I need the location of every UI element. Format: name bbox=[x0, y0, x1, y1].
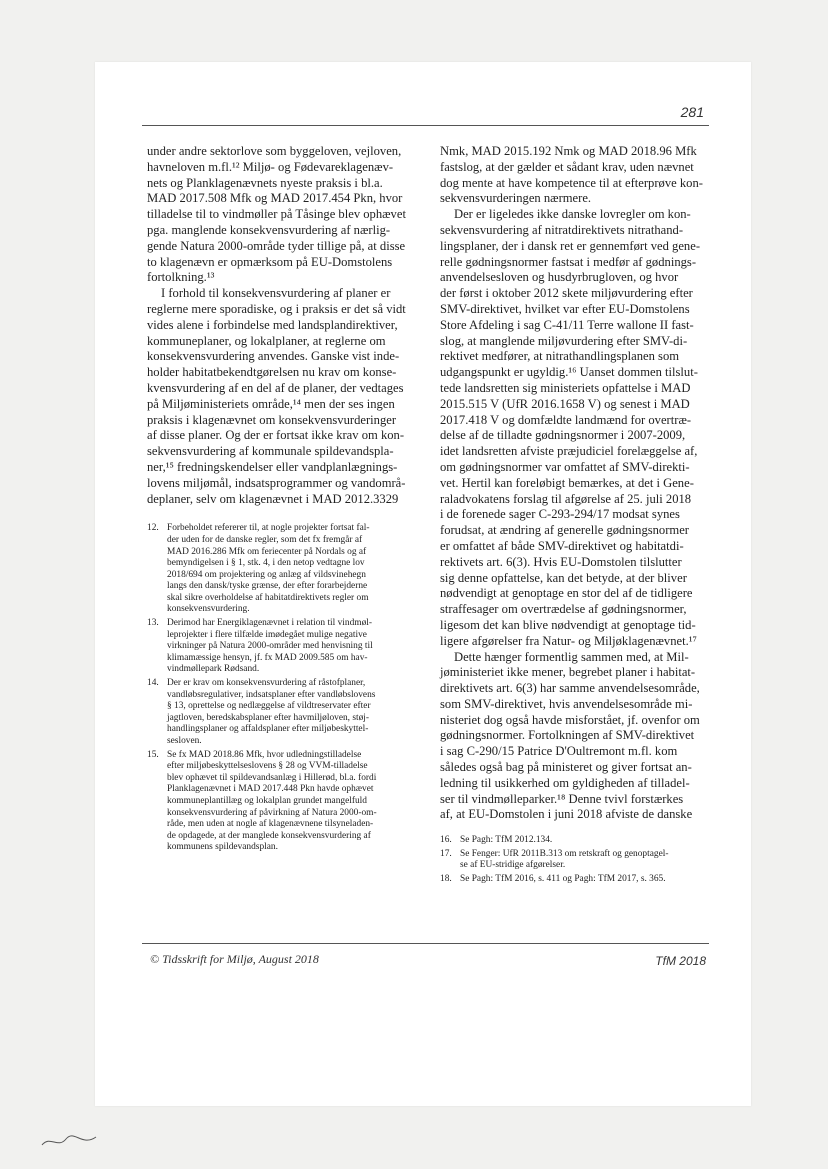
footnote bbox=[147, 678, 437, 748]
footnote bbox=[440, 835, 712, 847]
header-rule bbox=[142, 125, 709, 126]
footnote-number: 14. bbox=[147, 678, 159, 689]
body-paragraph: Nmk, MAD 2015.192 Nmk og MAD 2018.96 Mfk fastslog, at der gælder et sådant krav, uden nævnet dog mente at have kompetence til at efterprøve kon- sekvensvurderingen nærmere. bbox=[440, 144, 703, 206]
footnote-text: Forbeholdet refererer til, at nogle projekter fortsat fal- der uden for de danske regler, som det fx fremgår af MAD 2016.286 Mfk om feriecenter på Nordals og af bemyndigelsen i § 1, stk. 4, i den netop vedtagne lov 2018/694 om projektering og anlæg af vildsvinehegn langs den dansk/tyske grænse, der efter forarbejderne skal sikre overholdelse af habitatdirektivets regler om konsekvensvurdering. bbox=[167, 523, 370, 615]
body-paragraph: I forhold til konsekvensvurdering af planer er reglerne mere sporadiske, og i praksis er det så vidt vides alene i forbindelse med landsplandirektiver, kommuneplaner, og lokalplaner, at reglerne om konsekvensvurdering anvendes. Ganske vist inde- holder habitatbekendtgørelsen nu krav om konse- kvensvurdering af en del af de planer, der vedtages på Miljøministeriets område,¹⁴ men der ses ingen praksis i klagenævnet om konsekvensvurderinger af disse planer. Og der er fortsat ikke krav om kon- sekvensvurdering af kommunale spildevandspla- ner,¹⁵ fredningskendelser eller vandplanlægnings- lovens miljømål, indsatsprogrammer og vandområ- deplaner, selv om klagenævnet i MAD 2012.3329 bbox=[147, 286, 406, 506]
footnote-number: 17. bbox=[440, 848, 452, 859]
footnote-number: 13. bbox=[147, 618, 159, 629]
footnote bbox=[147, 750, 437, 854]
footnote-text: Se fx MAD 2018.86 Mfk, hvor udledningstilladelse efter miljøbeskyttelseslovens § 28 og VVM-tilladelse blev ophævet til spildevandsanlæg i Hillerød, bl.a. fordi Planklagenævnet i MAD 2017.448 Pkn havde ophævet kommuneplantillæg og lokalplan grundet mangelfuld konsekvensvurdering af påvirkning af Natura 2000-om- råde, men uden at nogle af klagenævnene tilsyneladen- de opdagede, at der manglede konsekvensvurdering af kommunens spildevandsplan. bbox=[167, 749, 377, 853]
footnote-text: Der er krav om konsekvensvurdering af råstofplaner, vandløbsregulativer, indsatsplaner efter vandløbslovens § 13, oprettelse og nedlæggelse af vildtreservater efter jagtloven, beredskabsplaner efter havmiljøloven, støj- handlingsplaner og affaldsplaner efter miljøbeskyttel- sesloven. bbox=[167, 678, 376, 747]
footnote-number: 16. bbox=[440, 835, 452, 846]
footnote-text: Se Pagh: TfM 2016, s. 411 og Pagh: TfM 2017, s. 365. bbox=[460, 874, 666, 885]
footnote-text: Se Pagh: TfM 2012.134. bbox=[460, 835, 553, 846]
footnotes-left bbox=[147, 523, 437, 854]
footer-rule bbox=[142, 943, 709, 944]
footnote bbox=[440, 874, 712, 886]
footnote bbox=[147, 523, 437, 616]
body-paragraph: Dette hænger formentlig sammen med, at Mil- jøministeriet ikke mener, begrebet planer i habitat- direktivets art. 6(3) har samme anvendelsesområde, som SMV-direktivet, hvis anvendelsesområde mi- nisteriet dog også havde misforstået, jf. ovenfor om gødningsnormer. Fortolkningen af SMV-direktivet i sag C-290/15 Patrice D'Oultremont m.fl. kom således også bag på ministeret og giver fortsat an- ledning til usikkerhed om gyldigheden af tilladel- ser til vindmølleparker.¹⁸ Denne tvivl forstærkes af, at EU-Domstolen i juni 2018 afviste de danske bbox=[440, 649, 700, 822]
footnote-number: 12. bbox=[147, 523, 159, 534]
footnote-number: 18. bbox=[440, 874, 452, 885]
footnote-text: Se Fenger: UfR 2011B.313 om retskraft og genoptagel- se af EU-stridige afgørelser. bbox=[460, 848, 669, 871]
journal-footer: © Tidsskrift for Miljø, August 2018 bbox=[150, 952, 319, 966]
footnote-number: 15. bbox=[147, 749, 159, 760]
journal-issue: TfM 2018 bbox=[655, 954, 706, 968]
footnote-text: Derimod har Energiklagenævnet i relation til vindmøl- leprojekter i flere tilfælde imødegået mulige negative virkninger på Natura 2000-områder med henvisning til klimamæssige hensyn, jf. fx MAD 2009.585 om hav- vindmøllepark Rødsand. bbox=[167, 618, 373, 675]
body-paragraph: under andre sektorlove som byggeloven, vejloven, havneloven m.fl.¹² Miljø- og Fødevareklagenæv- nets og Planklagenævnets nyeste praksis i bl.a. MAD 2017.508 Mfk og MAD 2017.454 Pkn, hvor tilladelse til to vindmøller på Tåsinge blev ophævet pga. manglende konsekvensvurdering af nærlig- gende Natura 2000-område tyder tillige på, at disse to klagenævn er opmærksom på EU-Domstolens fortolkning.¹³ bbox=[147, 144, 406, 285]
scan-mark bbox=[40, 1133, 100, 1151]
footnote bbox=[147, 618, 437, 676]
footnote bbox=[440, 849, 712, 872]
right-column bbox=[440, 144, 712, 888]
body-paragraph: Der er ligeledes ikke danske lovregler om kon- sekvensvurdering af nitratdirektivets nitrathand- lingsplaner, der i dansk ret er gennemført ved gene- relle gødningsnormer fastsat i medfør af gødnings- anvendelsesloven og husdyrbrugloven, og hvor der først i oktober 2012 skete miljøvurdering efter SMV-direktivet, hvilket var efter EU-Domstolens Store Afdeling i sag C-41/11 Terre wallone II fast- slog, at manglende miljøvurdering efter SMV-di- rektivet medfører, at nitrathandlingsplanen som udgangspunkt er ugyldig.¹⁶ Uanset dommen tilslut- tede landsretten sig ministeriets opfattelse i MAD 2015.515 V (UfR 2016.1658 V) og senest i MAD 2017.418 V og domfældte landmænd for overtræ- delse af de tilladte gødningsnormer i 2007-2009, idet landsretten afviste præjudiciel forelæggelse af, om gødningsnormer var omfattet af SMV-direkti- vet. Hertil kan foreløbigt bemærkes, at det i Gene- raladvokatens forslag til afgørelse af 25. juli 2018 i de forenede sager C-293-294/17 modsat synes forudsat, at ændring af generelle gødningsnormer er omfattet af både SMV-direktivet og habitatdi- rektivets art. 6(3). Hvis EU-Domstolen tilslutter sig denne opfattelse, kan det betyde, at der bliver nødvendigt at genoptage en stor del af de tidligere straffesager om overtrædelse af gødningsnormer, ligesom det kan blive nødvendigt at genoptage tid- ligere afgørelser fra Natur- og Miljøklagenævnet.¹⁷ bbox=[440, 207, 701, 648]
journal-page bbox=[95, 62, 751, 1106]
footnotes-right bbox=[440, 835, 712, 885]
left-column bbox=[147, 144, 437, 856]
page-number: 281 bbox=[680, 104, 704, 120]
